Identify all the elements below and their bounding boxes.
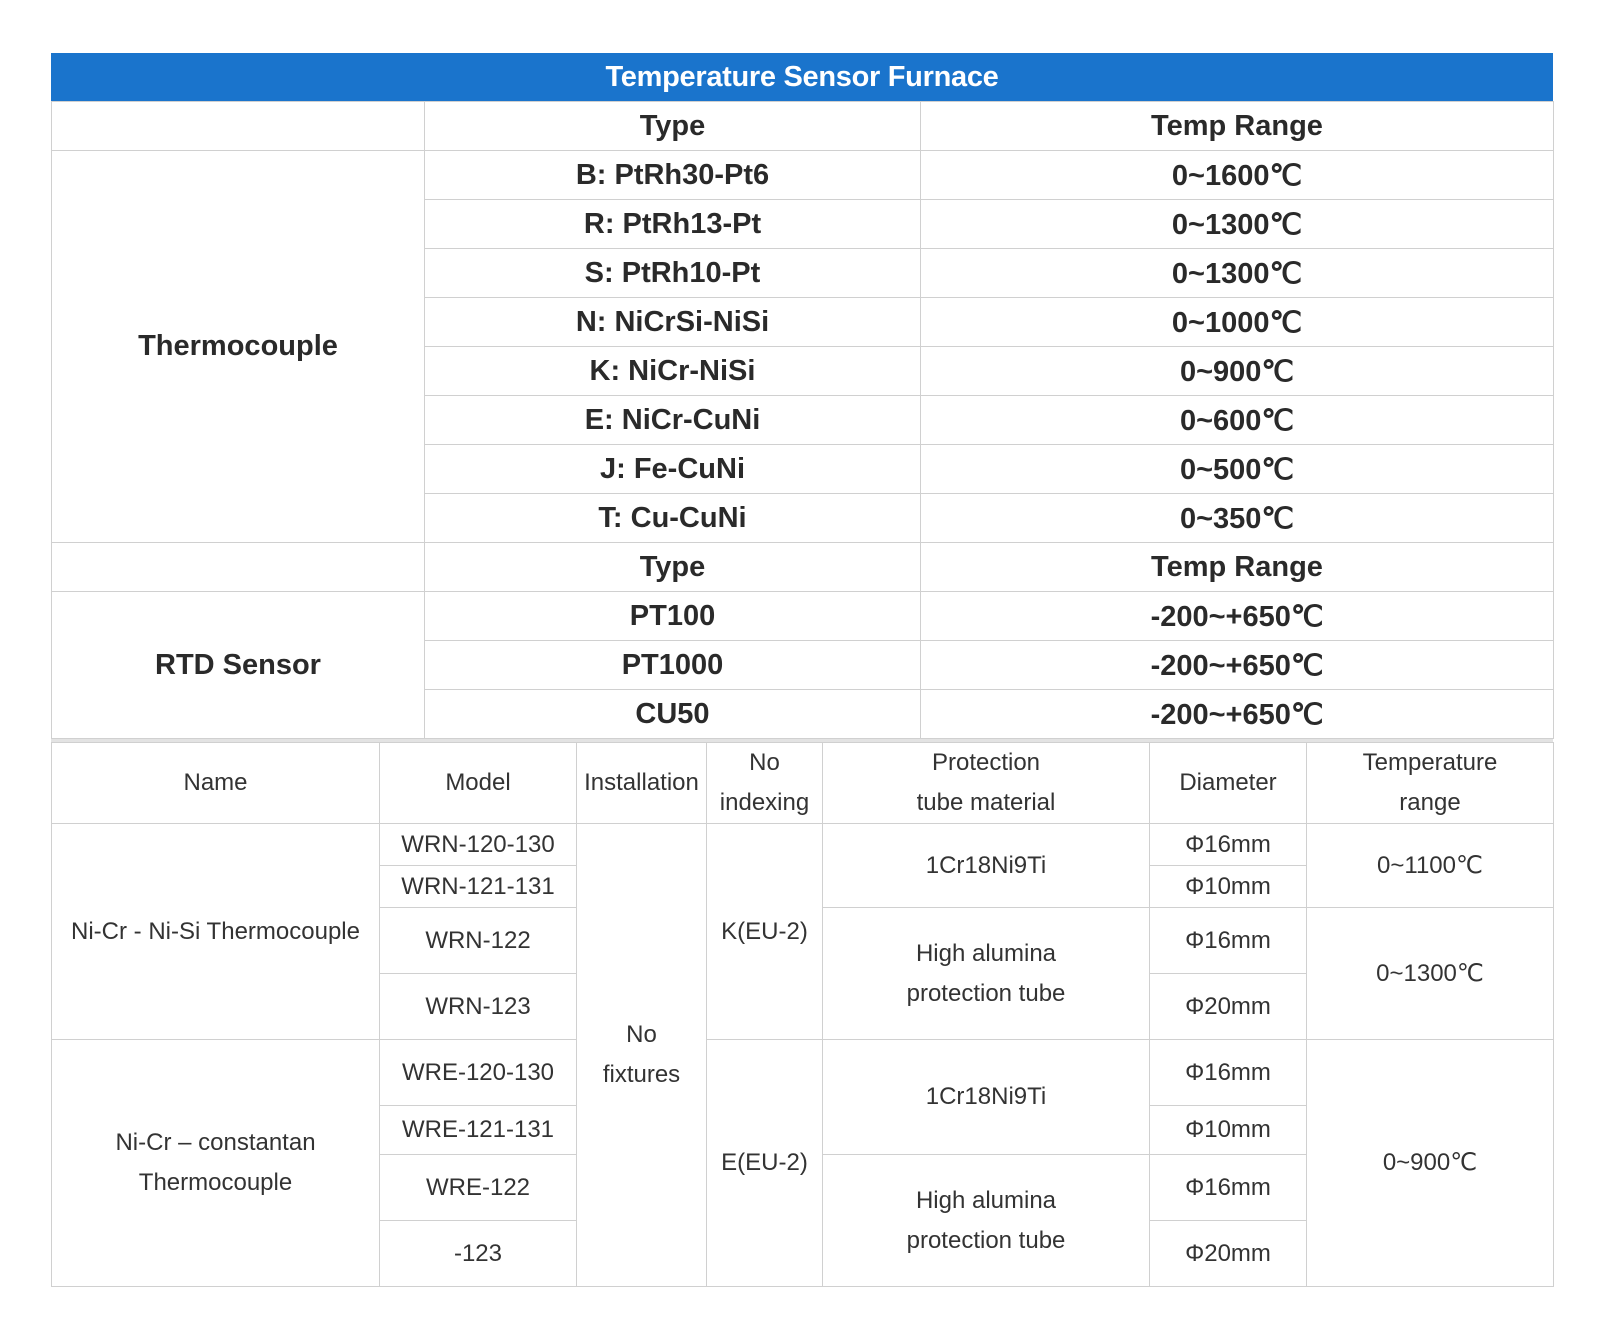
indexing-cell: E(EU-2) <box>707 1040 823 1287</box>
range-cell: 0~1300℃ <box>921 249 1554 298</box>
table-row <box>52 1040 1554 1106</box>
diameter-header: Diameter <box>1150 743 1307 824</box>
sensor-name-line1: Ni-Cr - Ni-Si Thermocouple <box>71 917 360 945</box>
sensor-name-cell <box>52 824 380 1040</box>
range-cell: -200~+650℃ <box>921 690 1554 739</box>
material-cell <box>823 908 1150 1040</box>
thermocouple-group-label: Thermocouple <box>52 151 425 543</box>
range-cell: 0~1600℃ <box>921 151 1554 200</box>
range-cell: -200~+650℃ <box>921 641 1554 690</box>
material-line1: High alumina <box>915 1186 1057 1214</box>
type-cell: N: NiCrSi-NiSi <box>425 298 921 347</box>
material-header-line2: tube material <box>916 789 1056 816</box>
model-cell: WRN-123 <box>380 974 577 1040</box>
diameter-cell: Φ16mm <box>1150 908 1307 974</box>
indexing-header-line1: No <box>749 749 780 776</box>
sensor-spec-sheet <box>51 53 1553 1287</box>
range-cell: 0~1300℃ <box>1307 908 1554 1040</box>
type-header: Type <box>425 102 921 151</box>
model-cell: WRN-122 <box>380 908 577 974</box>
table-row <box>52 592 1554 641</box>
type-cell: CU50 <box>425 690 921 739</box>
indexing-header-line2: indexing <box>719 789 810 816</box>
rtd-group-label: RTD Sensor <box>52 592 425 739</box>
sensor-name-cell <box>52 1040 380 1287</box>
indexing-cell: K(EU-2) <box>707 824 823 1040</box>
material-line2: protection tube <box>906 1226 1066 1254</box>
type-cell: PT100 <box>425 592 921 641</box>
sensor-name-line2: Thermocouple <box>138 1169 293 1196</box>
diameter-cell: Φ20mm <box>1150 1221 1307 1287</box>
range-cell: 0~1000℃ <box>921 298 1554 347</box>
model-cell: WRE-122 <box>380 1155 577 1221</box>
range-header: Temp Range <box>921 102 1554 151</box>
blank-cell <box>52 102 425 151</box>
material-header-line1: Protection <box>931 749 1041 776</box>
table-row <box>52 824 1554 866</box>
table-row <box>52 151 1554 200</box>
range-cell: 0~500℃ <box>921 445 1554 494</box>
type-cell: T: Cu-CuNi <box>425 494 921 543</box>
model-spec-table <box>51 742 1554 1287</box>
range-cell: 0~600℃ <box>921 396 1554 445</box>
material-line1: High alumina <box>915 939 1057 967</box>
material-header <box>823 743 1150 824</box>
model-header: Model <box>380 743 577 824</box>
range-header-line1: Temperature <box>1362 749 1498 776</box>
spec-header-row <box>52 743 1554 824</box>
diameter-cell: Φ16mm <box>1150 824 1307 866</box>
installation-line2: fixtures <box>602 1061 681 1088</box>
indexing-header <box>707 743 823 824</box>
material-cell: 1Cr18Ni9Ti <box>823 1040 1150 1155</box>
type-cell: K: NiCr-NiSi <box>425 347 921 396</box>
range-header <box>1307 743 1554 824</box>
range-cell: 0~900℃ <box>1307 1040 1554 1287</box>
installation-line1: No <box>626 1021 657 1048</box>
sensor-type-table <box>51 101 1554 739</box>
type-cell: R: PtRh13-Pt <box>425 200 921 249</box>
installation-cell <box>577 824 707 1287</box>
installation-header: Installation <box>577 743 707 824</box>
diameter-cell: Φ16mm <box>1150 1040 1307 1106</box>
rtd-header-row <box>52 543 1554 592</box>
diameter-cell: Φ10mm <box>1150 1106 1307 1155</box>
diameter-cell: Φ20mm <box>1150 974 1307 1040</box>
material-line2: protection tube <box>906 979 1066 1007</box>
type-cell: S: PtRh10-Pt <box>425 249 921 298</box>
diameter-cell: Φ16mm <box>1150 1155 1307 1221</box>
blank-cell <box>52 543 425 592</box>
material-cell: 1Cr18Ni9Ti <box>823 824 1150 908</box>
model-cell: WRE-121-131 <box>380 1106 577 1155</box>
range-header: Temp Range <box>921 543 1554 592</box>
range-cell: 0~1300℃ <box>921 200 1554 249</box>
model-cell: WRN-120-130 <box>380 824 577 866</box>
type-header: Type <box>425 543 921 592</box>
type-cell: PT1000 <box>425 641 921 690</box>
range-cell: 0~350℃ <box>921 494 1554 543</box>
type-cell: B: PtRh30-Pt6 <box>425 151 921 200</box>
model-cell: -123 <box>380 1221 577 1287</box>
range-header-line2: range <box>1399 789 1461 816</box>
model-cell: WRE-120-130 <box>380 1040 577 1106</box>
type-cell: E: NiCr-CuNi <box>425 396 921 445</box>
range-cell: 0~900℃ <box>921 347 1554 396</box>
name-header: Name <box>52 743 380 824</box>
type-cell: J: Fe-CuNi <box>425 445 921 494</box>
range-cell: 0~1100℃ <box>1307 824 1554 908</box>
table-title: Temperature Sensor Furnace <box>51 53 1553 101</box>
material-cell <box>823 1155 1150 1287</box>
thermocouple-header-row <box>52 102 1554 151</box>
range-cell: -200~+650℃ <box>921 592 1554 641</box>
model-cell: WRN-121-131 <box>380 866 577 908</box>
diameter-cell: Φ10mm <box>1150 866 1307 908</box>
sensor-name-line1: Ni-Cr – constantan <box>115 1129 316 1156</box>
